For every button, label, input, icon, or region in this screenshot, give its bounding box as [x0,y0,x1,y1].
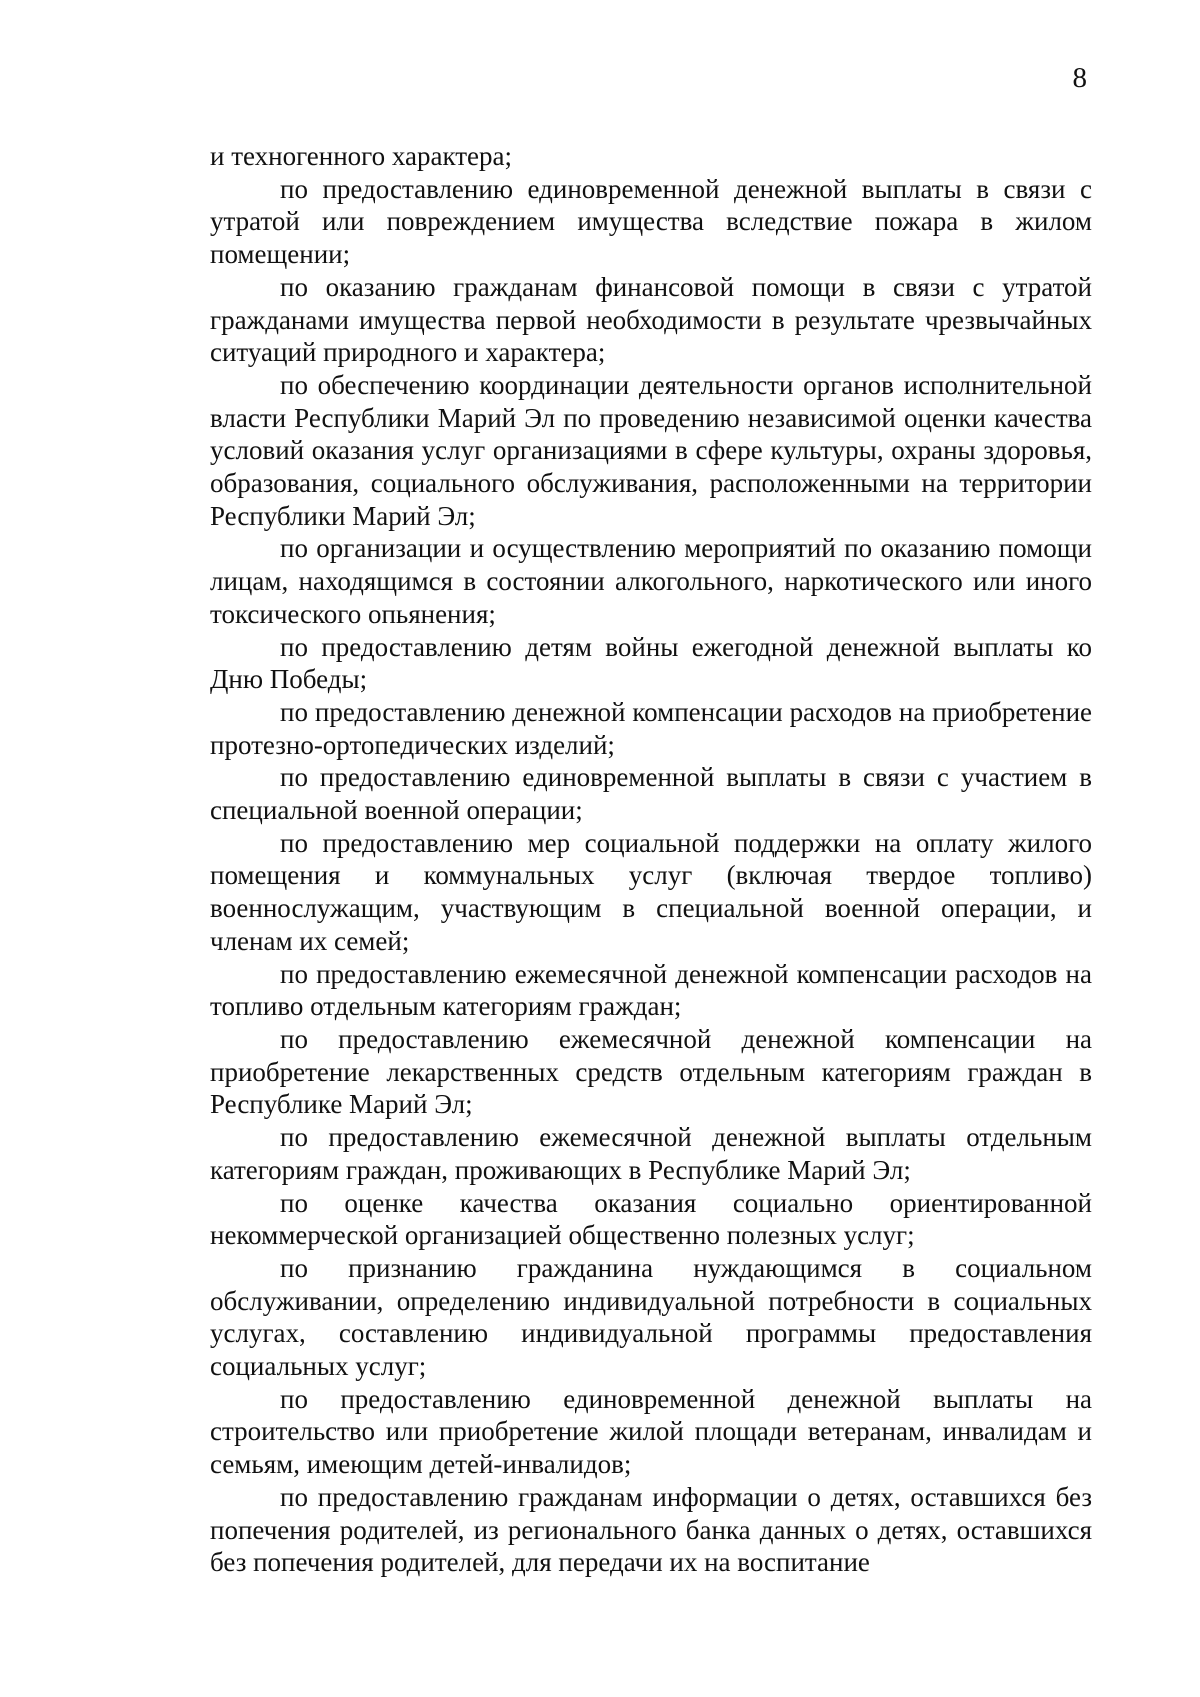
paragraph-intoxication-assistance: по организации и осуществлению мероприятий по оказанию помощи лицам, находящимся в состоянии алкогольного, наркотического или иного токсического опьянения; [210,533,1092,629]
paragraph-monthly-payment: по предоставлению ежемесячной денежной выплаты отдельным категориям граждан, проживающих в Республике Марий Эл; [210,1122,1092,1185]
paragraph-nonprofit-quality-assessment: по оценке качества оказания социально ориентированной некоммерческой организацией общественно полезных услуг; [210,1187,1092,1251]
document-body [210,140,1092,1579]
page-number: 8 [1072,62,1087,94]
paragraph-prosthetic-compensation: по предоставлению денежной компенсации расходов на приобретение протезно-ортопедических изделий; [210,696,1092,760]
paragraph-orphan-data-bank: по предоставлению гражданам информации о детях, оставшихся без попечения родителей, из регионального банка данных о детях, оставшихся без попечения родителей, для передачи их на воспитание [210,1481,1092,1578]
paragraph-social-service-need: по признанию гражданина нуждающимся в социальном обслуживании, определению индивидуальной потребности в социальных услугах, составлению индивидуальной программы предоставления социальных услуг; [210,1252,1092,1382]
paragraph-war-children-payment: по предоставлению детям войны ежегодной денежной выплаты ко Дню Победы; [210,631,1092,695]
paragraph-fire-damage-payment: по предоставлению единовременной денежной выплаты в связи с утратой или повреждением имущества вследствие пожара в жилом помещении; [210,173,1092,270]
paragraph-quality-assessment-coordination: по обеспечению координации деятельности органов исполнительной власти Республики Марий Эл по проведению независимой оценки качества условий оказания услуг организациями в сфере культуры, охраны здоровья, образования, социального обслуживания, расположенными на территории Республики Марий Эл; [210,369,1092,531]
paragraph-housing-construction-payment: по предоставлению единовременной денежной выплаты на строительство или приобретение жилой площади ветеранам, инвалидам и семьям, имеющим детей-инвалидов; [210,1383,1092,1480]
paragraph-medicine-compensation: по предоставлению ежемесячной денежной компенсации на приобретение лекарственных средств отдельным категориям граждан в Республике Марий Эл; [210,1023,1092,1120]
paragraph-emergency-financial-aid: по оказанию гражданам финансовой помощи в связи с утратой гражданами имущества первой необходимости в результате чрезвычайных ситуаций природного и характера; [210,271,1092,368]
paragraph-military-operation-payment: по предоставлению единовременной выплаты в связи с участием в специальной военной операции; [210,762,1092,826]
paragraph-housing-support-servicemen: по предоставлению мер социальной поддержки на оплату жилого помещения и коммунальных услуг (включая твердое топливо) военнослужащим, участвующим в специальной военной операции, и членам их семей; [210,827,1092,956]
paragraph-fuel-compensation: по предоставлению ежемесячной денежной компенсации расходов на топливо отдельным категориям граждан; [210,958,1092,1022]
paragraph-continuation: и техногенного характера; [210,141,512,171]
